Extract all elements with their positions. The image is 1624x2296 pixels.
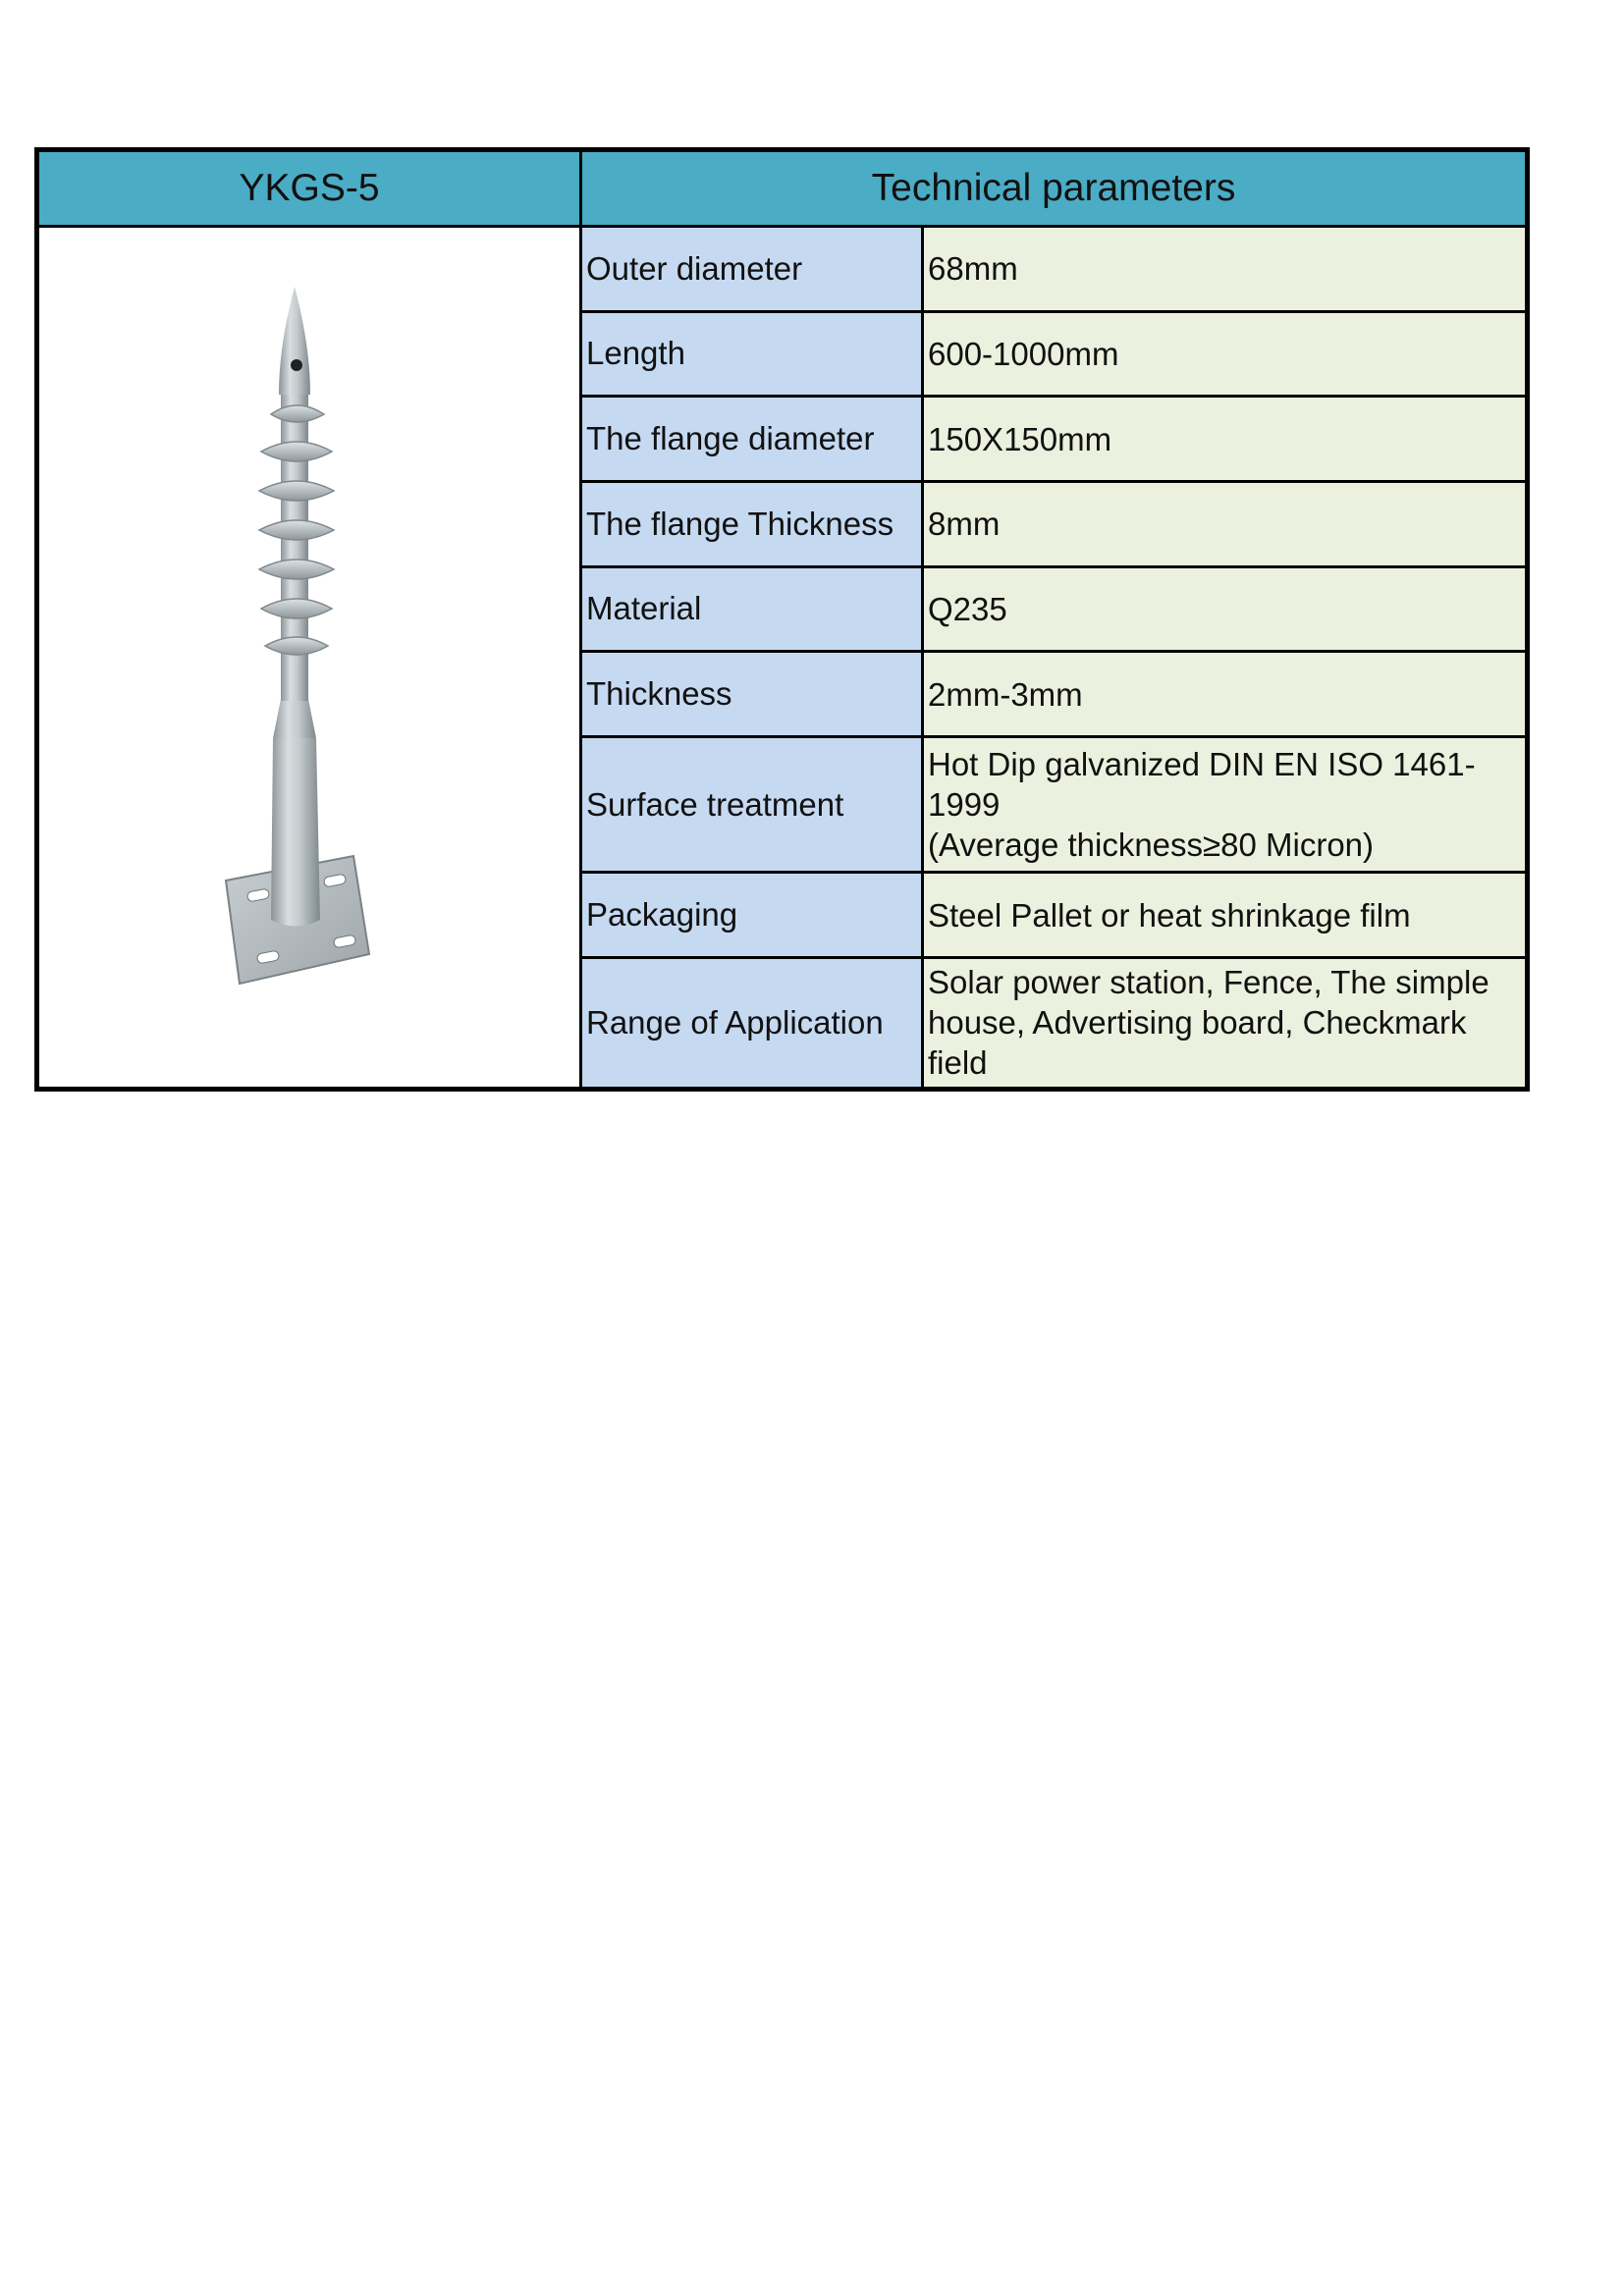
product-image-cell	[37, 227, 581, 1090]
row-value: 150X150mm	[923, 397, 1528, 482]
pile-tip-hole	[291, 359, 302, 371]
row-value: Hot Dip galvanized DIN EN ISO 1461- 1999 (Average thickness≥80 Micron)	[923, 736, 1528, 872]
row-label: The flange Thickness	[581, 481, 923, 566]
row-value: 600-1000mm	[923, 311, 1528, 397]
row-label: Packaging	[581, 873, 923, 958]
helical-flights	[259, 405, 334, 655]
row-value: 68mm	[923, 227, 1528, 312]
spec-table	[34, 147, 1530, 1092]
pile-shaft-lower	[271, 738, 320, 927]
row-label: Material	[581, 566, 923, 652]
row-label: Surface treatment	[581, 736, 923, 872]
technical-parameters-title: Technical parameters	[581, 150, 1528, 227]
row-label: Thickness	[581, 652, 923, 737]
row-label: The flange diameter	[581, 397, 923, 482]
table-row	[37, 227, 1528, 312]
row-label: Range of Application	[581, 957, 923, 1089]
pile-tip	[279, 287, 310, 395]
row-value: Solar power station, Fence, The simple house, Advertising board, Checkmark field	[923, 957, 1528, 1089]
row-label: Outer diameter	[581, 227, 923, 312]
model-title: YKGS-5	[37, 150, 581, 227]
row-value: Steel Pallet or heat shrinkage film	[923, 873, 1528, 958]
table-header-row	[37, 150, 1528, 227]
ground-screw-pile-icon	[39, 228, 583, 1082]
pile-taper	[273, 699, 316, 738]
row-value: 2mm-3mm	[923, 652, 1528, 737]
row-value: 8mm	[923, 481, 1528, 566]
row-label: Length	[581, 311, 923, 397]
row-value: Q235	[923, 566, 1528, 652]
